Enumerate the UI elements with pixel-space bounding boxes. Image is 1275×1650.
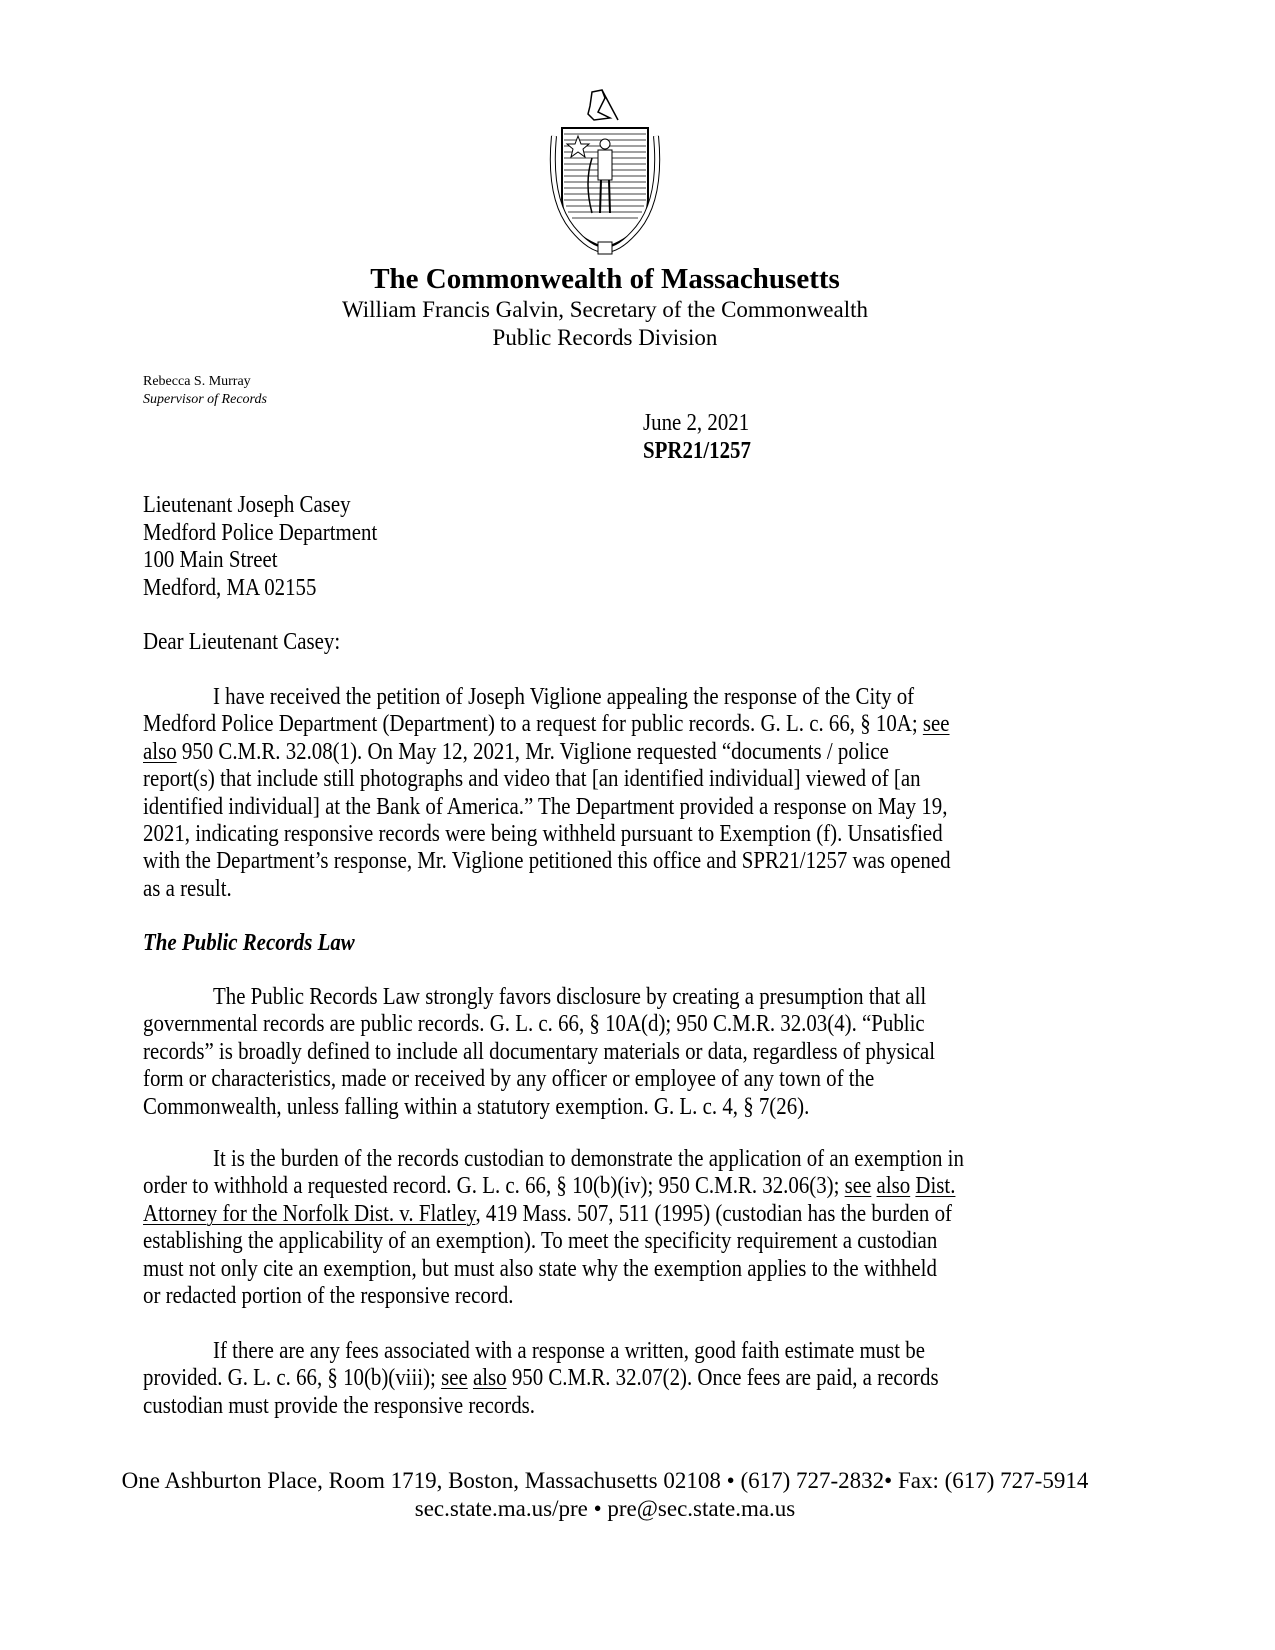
paragraph-line	[143, 875, 232, 903]
text-segment: If there are any fees associated with a response a written, good faith estimate must be	[213, 1338, 925, 1364]
sender-name: Rebecca S. Murray	[143, 374, 251, 389]
paragraph-line	[143, 765, 921, 793]
secretary-line: William Francis Galvin, Secretary of the Commonwealth	[341, 297, 869, 322]
underlined-citation: also	[472, 1365, 507, 1392]
text-segment: governmental records are public records. G. L. c. 66, § 10A(d); 950 C.M.R. 32.03(4). “Public	[143, 1011, 925, 1038]
state-seal	[530, 88, 680, 256]
text-segment: Medford Police Department (Department) to a request for public records. G. L. c. 66, § 10A;	[143, 711, 923, 738]
text-segment: as a result.	[143, 875, 232, 902]
text-segment: , 419 Mass. 507, 511 (1995) (custodian has the burden of	[475, 1200, 952, 1227]
letter-date: June 2, 2021	[643, 410, 750, 436]
paragraph-line	[143, 1364, 939, 1392]
address-line: Medford, MA 02155	[143, 574, 317, 601]
salutation: Dear Lieutenant Casey:	[143, 629, 341, 655]
underlined-citation: Dist.	[915, 1173, 956, 1200]
text-segment: 950 C.M.R. 32.07(2). Once fees are paid, a records	[506, 1365, 939, 1392]
address-line: Lieutenant Joseph Casey	[143, 492, 351, 518]
paragraph-line	[143, 1200, 952, 1228]
text-segment: provided. G. L. c. 66, § 10(b)(viii);	[143, 1365, 442, 1392]
text-segment: or redacted portion of the responsive record.	[143, 1283, 514, 1309]
address-line: 100 Main Street	[143, 547, 278, 573]
underlined-citation: see	[922, 711, 950, 738]
paragraph-line	[143, 1010, 925, 1038]
text-segment: report(s) that include still photographs and video that [an identified individual] viewed of [an	[143, 766, 921, 793]
text-segment: 950 C.M.R. 32.08(1). On May 12, 2021, Mr. Viglione requested “documents / police	[176, 738, 889, 765]
text-segment: custodian must provide the responsive records.	[143, 1392, 535, 1419]
division-line: Public Records Division	[492, 325, 718, 350]
text-segment: must not only cite an exemption, but must also state why the exemption applies to the withheld	[143, 1255, 937, 1282]
paragraph-line	[143, 1255, 937, 1283]
footer-web: sec.state.ma.us/pre • pre@sec.state.ma.us	[414, 1496, 796, 1521]
text-segment: 2021, indicating responsive records were being withheld pursuant to Exemption (f). Unsatisfied	[143, 821, 943, 847]
paragraph-line	[143, 1065, 874, 1093]
text-segment: It is the burden of the records custodian to demonstrate the application of an exemption in	[213, 1146, 964, 1172]
address-line: Medford Police Department	[143, 519, 378, 546]
text-segment: The Public Records Law strongly favors disclosure by creating a presumption that all	[213, 984, 927, 1010]
seal-icon	[530, 88, 680, 256]
footer-address: One Ashburton Place, Room 1719, Boston, Massachusetts 02108 • (617) 727-2832• Fax: (617) 727-5914	[121, 1468, 1089, 1493]
paragraph-line	[213, 683, 914, 711]
paragraph-line	[143, 738, 889, 766]
paragraph-line	[143, 820, 943, 848]
text-segment: I have received the petition of Joseph Viglione appealing the response of the City of	[213, 684, 915, 710]
paragraph-line	[143, 710, 950, 738]
text-segment: with the Department’s response, Mr. Viglione petitioned this office and SPR21/1257 was opened	[143, 848, 951, 875]
sender-role: Supervisor of Records	[143, 392, 267, 407]
paragraph-line	[143, 793, 947, 821]
underlined-citation: see	[441, 1365, 468, 1392]
reference-number: SPR21/1257	[643, 438, 751, 464]
text-segment: order to withhold a requested record. G. L. c. 66, § 10(b)(iv); 950 C.M.R. 32.06(3);	[143, 1173, 845, 1200]
paragraph-line	[143, 1282, 513, 1310]
text-segment: identified individual] at the Bank of America.” The Department provided a response on May 19,	[143, 793, 948, 820]
underlined-citation: see	[844, 1173, 872, 1200]
underlined-citation: also	[143, 738, 177, 765]
paragraph-line	[213, 983, 926, 1011]
text-segment: form or characteristics, made or received by any officer or employee of any town of the	[143, 1066, 875, 1093]
paragraph-line	[213, 1337, 925, 1365]
paragraph-line	[143, 1038, 935, 1066]
underlined-citation: also	[876, 1173, 911, 1200]
section-heading: The Public Records Law	[143, 930, 355, 956]
text-segment: establishing the applicability of an exemption). To meet the specificity requirement a custodian	[143, 1228, 938, 1255]
paragraph-line	[143, 1093, 809, 1121]
paragraph-line	[143, 1227, 937, 1255]
paragraph-line	[143, 1392, 535, 1420]
text-segment: records” is broadly defined to include all documentary materials or data, regardless of physical	[143, 1038, 935, 1065]
text-segment: Commonwealth, unless falling within a statutory exemption. G. L. c. 4, § 7(26).	[143, 1093, 810, 1120]
underlined-citation: Attorney for the Norfolk Dist. v. Flatley	[143, 1200, 476, 1227]
page-title: The Commonwealth of Massachusetts	[370, 263, 840, 295]
paragraph-line	[143, 847, 951, 875]
paragraph-line	[213, 1145, 964, 1173]
paragraph-line	[143, 1172, 955, 1200]
